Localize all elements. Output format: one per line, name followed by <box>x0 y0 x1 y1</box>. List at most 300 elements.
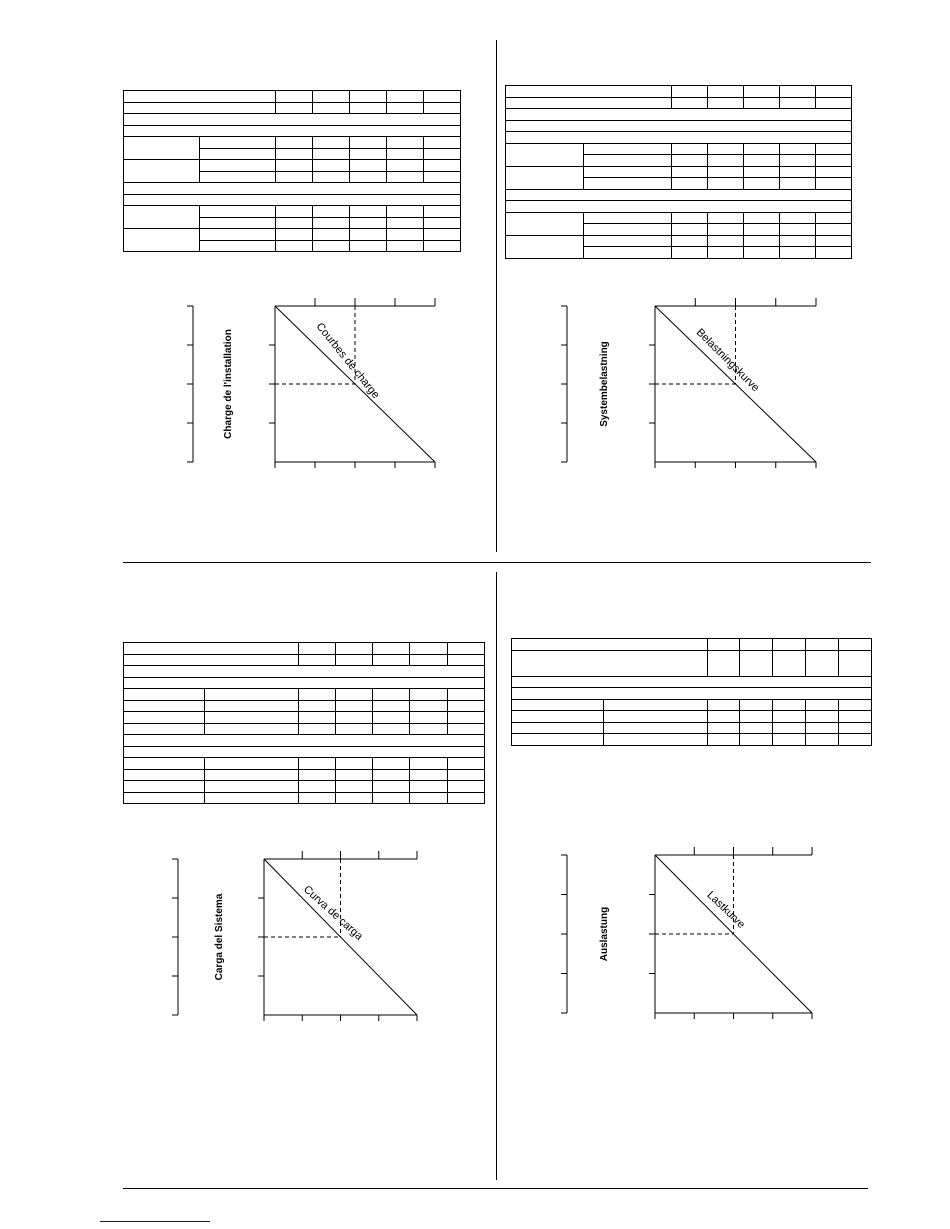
table-cell <box>373 643 410 655</box>
table-cell <box>512 711 604 723</box>
table-cell <box>506 235 584 258</box>
table-cell <box>124 689 205 701</box>
table-cell <box>672 224 708 236</box>
table-row <box>124 229 461 241</box>
table-cell <box>806 734 839 746</box>
table-cell <box>780 155 816 167</box>
table-cell <box>708 212 744 224</box>
table-cell <box>815 143 851 155</box>
table-cell <box>583 178 671 190</box>
table-cell <box>780 212 816 224</box>
table-row <box>124 723 485 735</box>
table-cell <box>349 148 386 160</box>
table-cell <box>740 639 773 651</box>
table-cell <box>806 639 839 651</box>
table-cell <box>708 178 744 190</box>
table-cell <box>707 734 740 746</box>
table-cell <box>815 86 851 98</box>
table-cell <box>512 722 604 734</box>
table-cell <box>312 137 349 149</box>
table-cell <box>349 217 386 229</box>
y-axis-label: Auslastung <box>599 906 610 962</box>
table-cell <box>815 247 851 259</box>
table-cell <box>312 229 349 241</box>
table-cell <box>708 143 744 155</box>
table-cell <box>410 700 447 712</box>
table-cell <box>298 723 335 735</box>
table-row <box>124 194 461 206</box>
table-cell <box>744 143 780 155</box>
table-cell <box>447 654 484 666</box>
table-cell <box>410 654 447 666</box>
table-cell <box>349 137 386 149</box>
table-cell <box>423 148 460 160</box>
table-cell <box>423 240 460 252</box>
table-cell <box>386 148 423 160</box>
table-cell <box>773 734 806 746</box>
table-row <box>124 735 485 747</box>
y-axis-label: Carga del Sistema <box>214 893 225 981</box>
table-cell <box>744 178 780 190</box>
table-cell <box>506 166 584 189</box>
table-cell <box>740 711 773 723</box>
table-cell <box>780 86 816 98</box>
table-cell <box>512 639 708 651</box>
table-row <box>124 781 485 793</box>
table-cell <box>672 166 708 178</box>
table-cell <box>806 650 839 676</box>
table-row <box>506 189 852 201</box>
table-cell <box>506 201 852 213</box>
table-cell <box>124 102 276 114</box>
footer-link-underline[interactable] <box>100 1221 210 1222</box>
table-cell <box>744 97 780 109</box>
table-cell <box>423 171 460 183</box>
table-cell <box>386 229 423 241</box>
table-cell <box>124 792 205 804</box>
table-cell <box>447 643 484 655</box>
table-cell <box>583 143 671 155</box>
table-cell <box>204 758 298 770</box>
table-cell <box>708 86 744 98</box>
table-cell <box>335 712 372 724</box>
table-cell <box>275 102 312 114</box>
table-cell <box>335 643 372 655</box>
table-cell <box>447 689 484 701</box>
table-row <box>512 711 872 723</box>
table-cell <box>335 723 372 735</box>
table-cell <box>708 235 744 247</box>
table-cell <box>386 171 423 183</box>
table-cell <box>512 676 872 688</box>
table-cell <box>349 91 386 103</box>
table-cell <box>275 206 312 218</box>
table-cell <box>124 677 485 689</box>
table-cell <box>124 643 299 655</box>
table-cell <box>447 712 484 724</box>
table-cell <box>335 769 372 781</box>
table-cell <box>124 114 461 126</box>
load-curve-label: Belastningskurve <box>693 326 762 395</box>
table-cell <box>349 160 386 172</box>
table-row <box>124 792 485 804</box>
table-cell <box>275 240 312 252</box>
table-cell <box>672 212 708 224</box>
table-row <box>124 677 485 689</box>
table-cell <box>583 155 671 167</box>
table-cell <box>780 224 816 236</box>
table-cell <box>298 654 335 666</box>
footer-rule <box>123 1188 868 1189</box>
table-cell <box>708 224 744 236</box>
table-cell <box>839 699 872 711</box>
table-row <box>124 654 485 666</box>
table-cell <box>275 217 312 229</box>
table-cell <box>423 206 460 218</box>
table-cell <box>199 137 275 149</box>
table-cell <box>335 781 372 793</box>
table-cell <box>199 217 275 229</box>
table-cell <box>740 722 773 734</box>
table-cell <box>773 650 806 676</box>
load-table-es <box>123 642 485 804</box>
table-cell <box>423 102 460 114</box>
table-cell <box>815 178 851 190</box>
table-cell <box>373 769 410 781</box>
table-cell <box>773 711 806 723</box>
table-row <box>506 97 852 109</box>
table-cell <box>199 206 275 218</box>
table-cell <box>386 240 423 252</box>
table-row <box>512 676 872 688</box>
table-cell <box>672 235 708 247</box>
table-cell <box>124 654 299 666</box>
load-chart-es <box>170 845 430 1030</box>
table-row <box>506 201 852 213</box>
load-table-fr <box>123 90 461 252</box>
table-cell <box>373 654 410 666</box>
table-cell <box>124 160 200 183</box>
table-cell <box>780 97 816 109</box>
table-cell <box>410 723 447 735</box>
table-cell <box>773 639 806 651</box>
table-cell <box>124 183 461 195</box>
table-cell <box>707 722 740 734</box>
table-cell <box>349 206 386 218</box>
table-row <box>124 206 461 218</box>
table-cell <box>275 160 312 172</box>
table-cell <box>124 137 200 160</box>
load-curve-label: Curva de carga <box>300 883 365 943</box>
table-cell <box>373 689 410 701</box>
table-cell <box>707 650 740 676</box>
table-cell <box>506 132 852 144</box>
table-cell <box>275 137 312 149</box>
load-curve-label: Lastkurve <box>704 889 748 931</box>
table-cell <box>773 699 806 711</box>
table-cell <box>386 102 423 114</box>
table-cell <box>839 711 872 723</box>
load-table-sv <box>505 85 852 259</box>
table-cell <box>839 722 872 734</box>
table-cell <box>780 178 816 190</box>
table-row <box>506 86 852 98</box>
y-axis-label: Systembelastning <box>599 341 610 427</box>
table-cell <box>815 155 851 167</box>
table-cell <box>708 166 744 178</box>
table-cell <box>298 700 335 712</box>
table-cell <box>312 148 349 160</box>
table-grid <box>123 90 461 252</box>
table-row <box>124 160 461 172</box>
table-cell <box>447 700 484 712</box>
table-cell <box>204 723 298 735</box>
table-row <box>506 143 852 155</box>
table-cell <box>298 792 335 804</box>
table-cell <box>708 155 744 167</box>
table-row <box>506 235 852 247</box>
y-axis-label: Charge de l'installation <box>223 329 234 439</box>
table-cell <box>373 700 410 712</box>
table-cell <box>707 699 740 711</box>
table-cell <box>335 758 372 770</box>
table-cell <box>410 758 447 770</box>
table-cell <box>447 792 484 804</box>
table-cell <box>386 217 423 229</box>
table-cell <box>199 240 275 252</box>
table-cell <box>773 722 806 734</box>
table-cell <box>124 758 205 770</box>
table-cell <box>386 91 423 103</box>
table-cell <box>410 712 447 724</box>
table-cell <box>780 166 816 178</box>
table-cell <box>349 171 386 183</box>
table-cell <box>204 700 298 712</box>
table-cell <box>386 137 423 149</box>
table-cell <box>275 91 312 103</box>
table-cell <box>744 247 780 259</box>
table-cell <box>312 217 349 229</box>
table-cell <box>386 206 423 218</box>
vertical-divider-top <box>496 40 497 552</box>
table-cell <box>506 120 852 132</box>
table-cell <box>298 689 335 701</box>
table-cell <box>373 723 410 735</box>
table-cell <box>740 650 773 676</box>
table-cell <box>447 758 484 770</box>
table-row <box>512 734 872 746</box>
table-cell <box>204 689 298 701</box>
table-row <box>124 102 461 114</box>
table-cell <box>410 689 447 701</box>
load-chart-de <box>555 845 825 1030</box>
table-cell <box>204 769 298 781</box>
table-cell <box>349 102 386 114</box>
table-cell <box>410 643 447 655</box>
load-chart-sv <box>555 290 825 475</box>
table-cell <box>583 235 671 247</box>
table-cell <box>204 781 298 793</box>
table-cell <box>423 229 460 241</box>
table-row <box>512 639 872 651</box>
table-row <box>124 114 461 126</box>
table-cell <box>298 781 335 793</box>
table-row <box>124 689 485 701</box>
table-cell <box>124 194 461 206</box>
table-row <box>512 722 872 734</box>
table-cell <box>349 229 386 241</box>
table-row <box>124 769 485 781</box>
table-row <box>512 688 872 700</box>
table-cell <box>839 639 872 651</box>
table-cell <box>349 240 386 252</box>
table-cell <box>512 688 872 700</box>
table-cell <box>512 734 604 746</box>
table-cell <box>672 155 708 167</box>
table-cell <box>335 700 372 712</box>
table-cell <box>506 109 852 121</box>
table-cell <box>298 769 335 781</box>
table-cell <box>603 722 707 734</box>
table-cell <box>312 171 349 183</box>
table-cell <box>312 91 349 103</box>
table-cell <box>583 224 671 236</box>
table-cell <box>312 160 349 172</box>
table-cell <box>583 166 671 178</box>
load-chart-fr <box>175 290 445 475</box>
table-row <box>124 137 461 149</box>
table-cell <box>423 160 460 172</box>
table-row <box>506 212 852 224</box>
table-cell <box>708 97 744 109</box>
table-cell <box>806 711 839 723</box>
table-cell <box>506 189 852 201</box>
table-cell <box>298 712 335 724</box>
table-cell <box>603 711 707 723</box>
table-cell <box>124 700 205 712</box>
table-cell <box>373 781 410 793</box>
table-cell <box>199 229 275 241</box>
table-cell <box>204 792 298 804</box>
table-cell <box>672 178 708 190</box>
table-row <box>506 109 852 121</box>
table-cell <box>708 247 744 259</box>
table-cell <box>386 160 423 172</box>
table-cell <box>806 699 839 711</box>
table-cell <box>124 723 205 735</box>
table-cell <box>815 224 851 236</box>
load-curve-label: Courbes de charge <box>313 320 382 402</box>
table-cell <box>672 247 708 259</box>
table-cell <box>298 643 335 655</box>
table-cell <box>312 206 349 218</box>
table-cell <box>423 91 460 103</box>
table-cell <box>672 143 708 155</box>
table-cell <box>312 102 349 114</box>
table-cell <box>740 734 773 746</box>
table-cell <box>815 166 851 178</box>
table-grid <box>505 85 852 259</box>
table-cell <box>124 769 205 781</box>
table-cell <box>124 666 485 678</box>
table-cell <box>707 711 740 723</box>
table-row <box>512 650 872 676</box>
table-cell <box>335 792 372 804</box>
table-cell <box>335 654 372 666</box>
table-row <box>124 666 485 678</box>
table-cell <box>447 769 484 781</box>
table-cell <box>506 212 584 235</box>
table-row <box>124 91 461 103</box>
table-cell <box>312 240 349 252</box>
table-row <box>124 125 461 137</box>
table-grid <box>511 638 872 746</box>
table-cell <box>124 735 485 747</box>
table-cell <box>335 689 372 701</box>
table-cell <box>124 746 485 758</box>
table-cell <box>124 781 205 793</box>
table-cell <box>447 781 484 793</box>
table-cell <box>410 781 447 793</box>
table-cell <box>583 247 671 259</box>
table-cell <box>204 712 298 724</box>
table-cell <box>275 171 312 183</box>
table-cell <box>275 229 312 241</box>
table-cell <box>373 758 410 770</box>
table-cell <box>447 723 484 735</box>
table-row <box>506 166 852 178</box>
table-cell <box>373 712 410 724</box>
table-cell <box>298 758 335 770</box>
table-cell <box>199 160 275 172</box>
table-cell <box>806 722 839 734</box>
horizontal-divider <box>123 562 871 563</box>
table-cell <box>506 97 672 109</box>
table-cell <box>603 734 707 746</box>
table-cell <box>124 125 461 137</box>
table-cell <box>672 97 708 109</box>
table-cell <box>839 650 872 676</box>
table-cell <box>124 712 205 724</box>
table-row <box>124 700 485 712</box>
table-cell <box>410 792 447 804</box>
table-cell <box>199 171 275 183</box>
table-grid <box>123 642 485 804</box>
table-cell <box>815 212 851 224</box>
table-cell <box>124 91 276 103</box>
table-row <box>512 699 872 711</box>
table-cell <box>744 224 780 236</box>
table-cell <box>707 639 740 651</box>
table-cell <box>124 229 200 252</box>
table-cell <box>744 155 780 167</box>
table-cell <box>780 235 816 247</box>
table-row <box>124 758 485 770</box>
load-table-de <box>511 638 872 746</box>
table-cell <box>373 792 410 804</box>
table-cell <box>506 86 672 98</box>
table-cell <box>839 734 872 746</box>
table-cell <box>780 247 816 259</box>
table-cell <box>815 235 851 247</box>
table-cell <box>583 212 671 224</box>
table-cell <box>740 699 773 711</box>
table-cell <box>512 650 708 676</box>
table-row <box>506 132 852 144</box>
table-cell <box>780 143 816 155</box>
table-cell <box>275 148 312 160</box>
table-cell <box>423 217 460 229</box>
